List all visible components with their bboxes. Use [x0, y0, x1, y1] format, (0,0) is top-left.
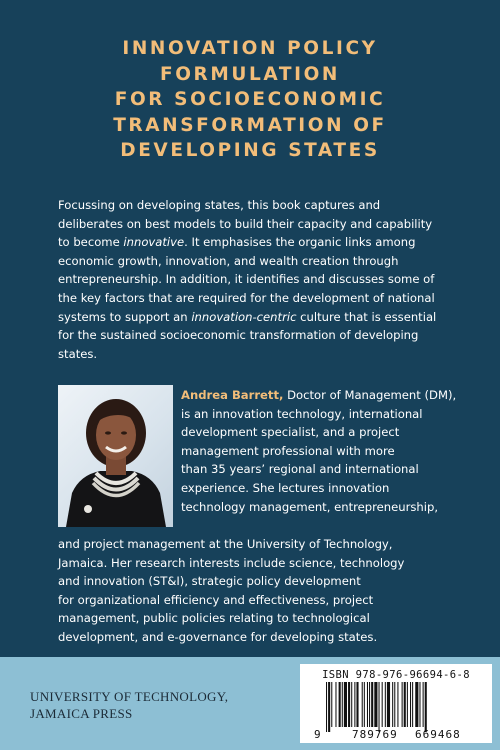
barcode-digit-first: 9	[314, 728, 321, 741]
barcode-bar	[367, 682, 368, 727]
barcode-bar	[410, 682, 411, 727]
barcode-bar	[354, 682, 355, 727]
book-title	[30, 36, 470, 164]
barcode-bar	[425, 682, 427, 732]
barcode-bar	[379, 682, 380, 732]
author-bio-line: for organizational efficiency and effectiveness, project	[58, 592, 374, 607]
barcode-bar	[394, 682, 395, 727]
barcode-bar	[326, 682, 327, 732]
description-line	[58, 308, 456, 327]
author-bio-line: and innovation (ST&I), strategic policy development	[58, 574, 361, 589]
title-line: DEVELOPING STATES	[120, 140, 380, 161]
author-bio-line: than 35 years’ regional and international	[181, 462, 419, 477]
barcode-bar	[369, 682, 370, 727]
barcode-digits-right: 669468	[415, 728, 461, 741]
isbn-barcode	[300, 664, 492, 743]
barcode-bar	[342, 682, 343, 727]
description-emphasis: innovation-centric	[191, 309, 297, 324]
author-credential: Doctor of Management (DM),	[283, 388, 457, 402]
author-bio-line: and project management at the University of Technology,	[58, 537, 393, 551]
description-line: states.	[58, 346, 98, 361]
title-line: TRANSFORMATION OF	[113, 114, 387, 136]
barcode-bar	[339, 682, 341, 727]
barcode-bar	[344, 682, 347, 727]
barcode-bar	[335, 682, 336, 727]
book-description	[58, 196, 456, 363]
author-bio-line: management professional with more	[181, 443, 395, 458]
publisher-line: UNIVERSITY OF TECHNOLOGY,	[30, 689, 229, 704]
author-bio-line: development specialist, and a project	[181, 425, 400, 440]
barcode-image	[300, 664, 492, 743]
barcode-bar	[331, 682, 332, 727]
author-bio-line: technology management, entrepreneurship,	[181, 499, 439, 514]
description-line	[58, 233, 456, 252]
barcode-bar	[397, 682, 398, 727]
author-bio-line: Jamaica. Her research interests include science, technology	[58, 555, 405, 570]
barcode-bar	[351, 682, 352, 727]
description-line: entrepreneurship. In addition, it identifies and discusses some of	[58, 272, 435, 287]
description-line: deliberates on best models to build their capacity and capability	[58, 216, 433, 231]
description-emphasis: innovative	[123, 235, 185, 250]
author-bio-line: development, and e-governance for developing states.	[58, 629, 378, 644]
author-name: Andrea Barrett,	[181, 388, 284, 402]
barcode-bar	[404, 682, 406, 727]
author-bio-continued	[58, 535, 458, 647]
title-line: FORMULATION	[159, 63, 341, 85]
barcode-bar	[419, 682, 420, 727]
barcode-digits-left: 789769	[352, 728, 398, 741]
description-text: to become	[58, 235, 124, 250]
title-line: INNOVATION POLICY	[122, 38, 378, 59]
author-bio-line: management, public policies relating to technological	[58, 611, 370, 626]
barcode-bar	[362, 682, 363, 727]
description-text: culture that is essential	[296, 309, 437, 324]
barcode-bar	[407, 682, 408, 727]
barcode-bar	[387, 682, 390, 727]
author-bio-line	[181, 386, 461, 405]
barcode-bar	[374, 682, 377, 727]
isbn-number: ISBN 978-976-96694-6-8	[322, 669, 470, 681]
barcode-bar	[382, 682, 383, 727]
description-line: Focussing on developing states, this book captures and	[58, 198, 381, 212]
barcode-bar	[328, 682, 330, 732]
description-text: . It emphasises the organic links among	[184, 235, 416, 250]
barcode-bar	[402, 682, 403, 727]
author-portrait-image	[58, 385, 173, 527]
author-photo	[58, 385, 173, 527]
author-bio	[181, 386, 461, 516]
barcode-bar	[371, 682, 373, 727]
barcode-bar	[364, 682, 365, 727]
publisher-imprint	[30, 688, 228, 722]
barcode-bar	[412, 682, 413, 727]
description-line: economic growth, innovation, and wealth creation through	[58, 253, 399, 268]
description-line: for the sustained socioeconomic transformation of developing	[58, 328, 419, 343]
barcode-bar	[385, 682, 386, 727]
barcode-bar	[356, 682, 358, 727]
author-bio-line: experience. She lectures innovation	[181, 480, 390, 495]
barcode-bar	[423, 682, 424, 727]
barcode-bar	[415, 682, 418, 727]
author-bio-line: is an innovation technology, international	[181, 406, 423, 421]
barcode-bar	[392, 682, 393, 727]
description-text: systems to support an	[58, 309, 192, 324]
title-line: FOR SOCIOECONOMIC	[114, 89, 386, 110]
barcode-bar	[348, 682, 350, 727]
publisher-line: JAMAICA PRESS	[30, 706, 133, 721]
barcode-bars	[326, 682, 427, 732]
description-line: the key factors that are required for the development of national	[58, 290, 435, 305]
